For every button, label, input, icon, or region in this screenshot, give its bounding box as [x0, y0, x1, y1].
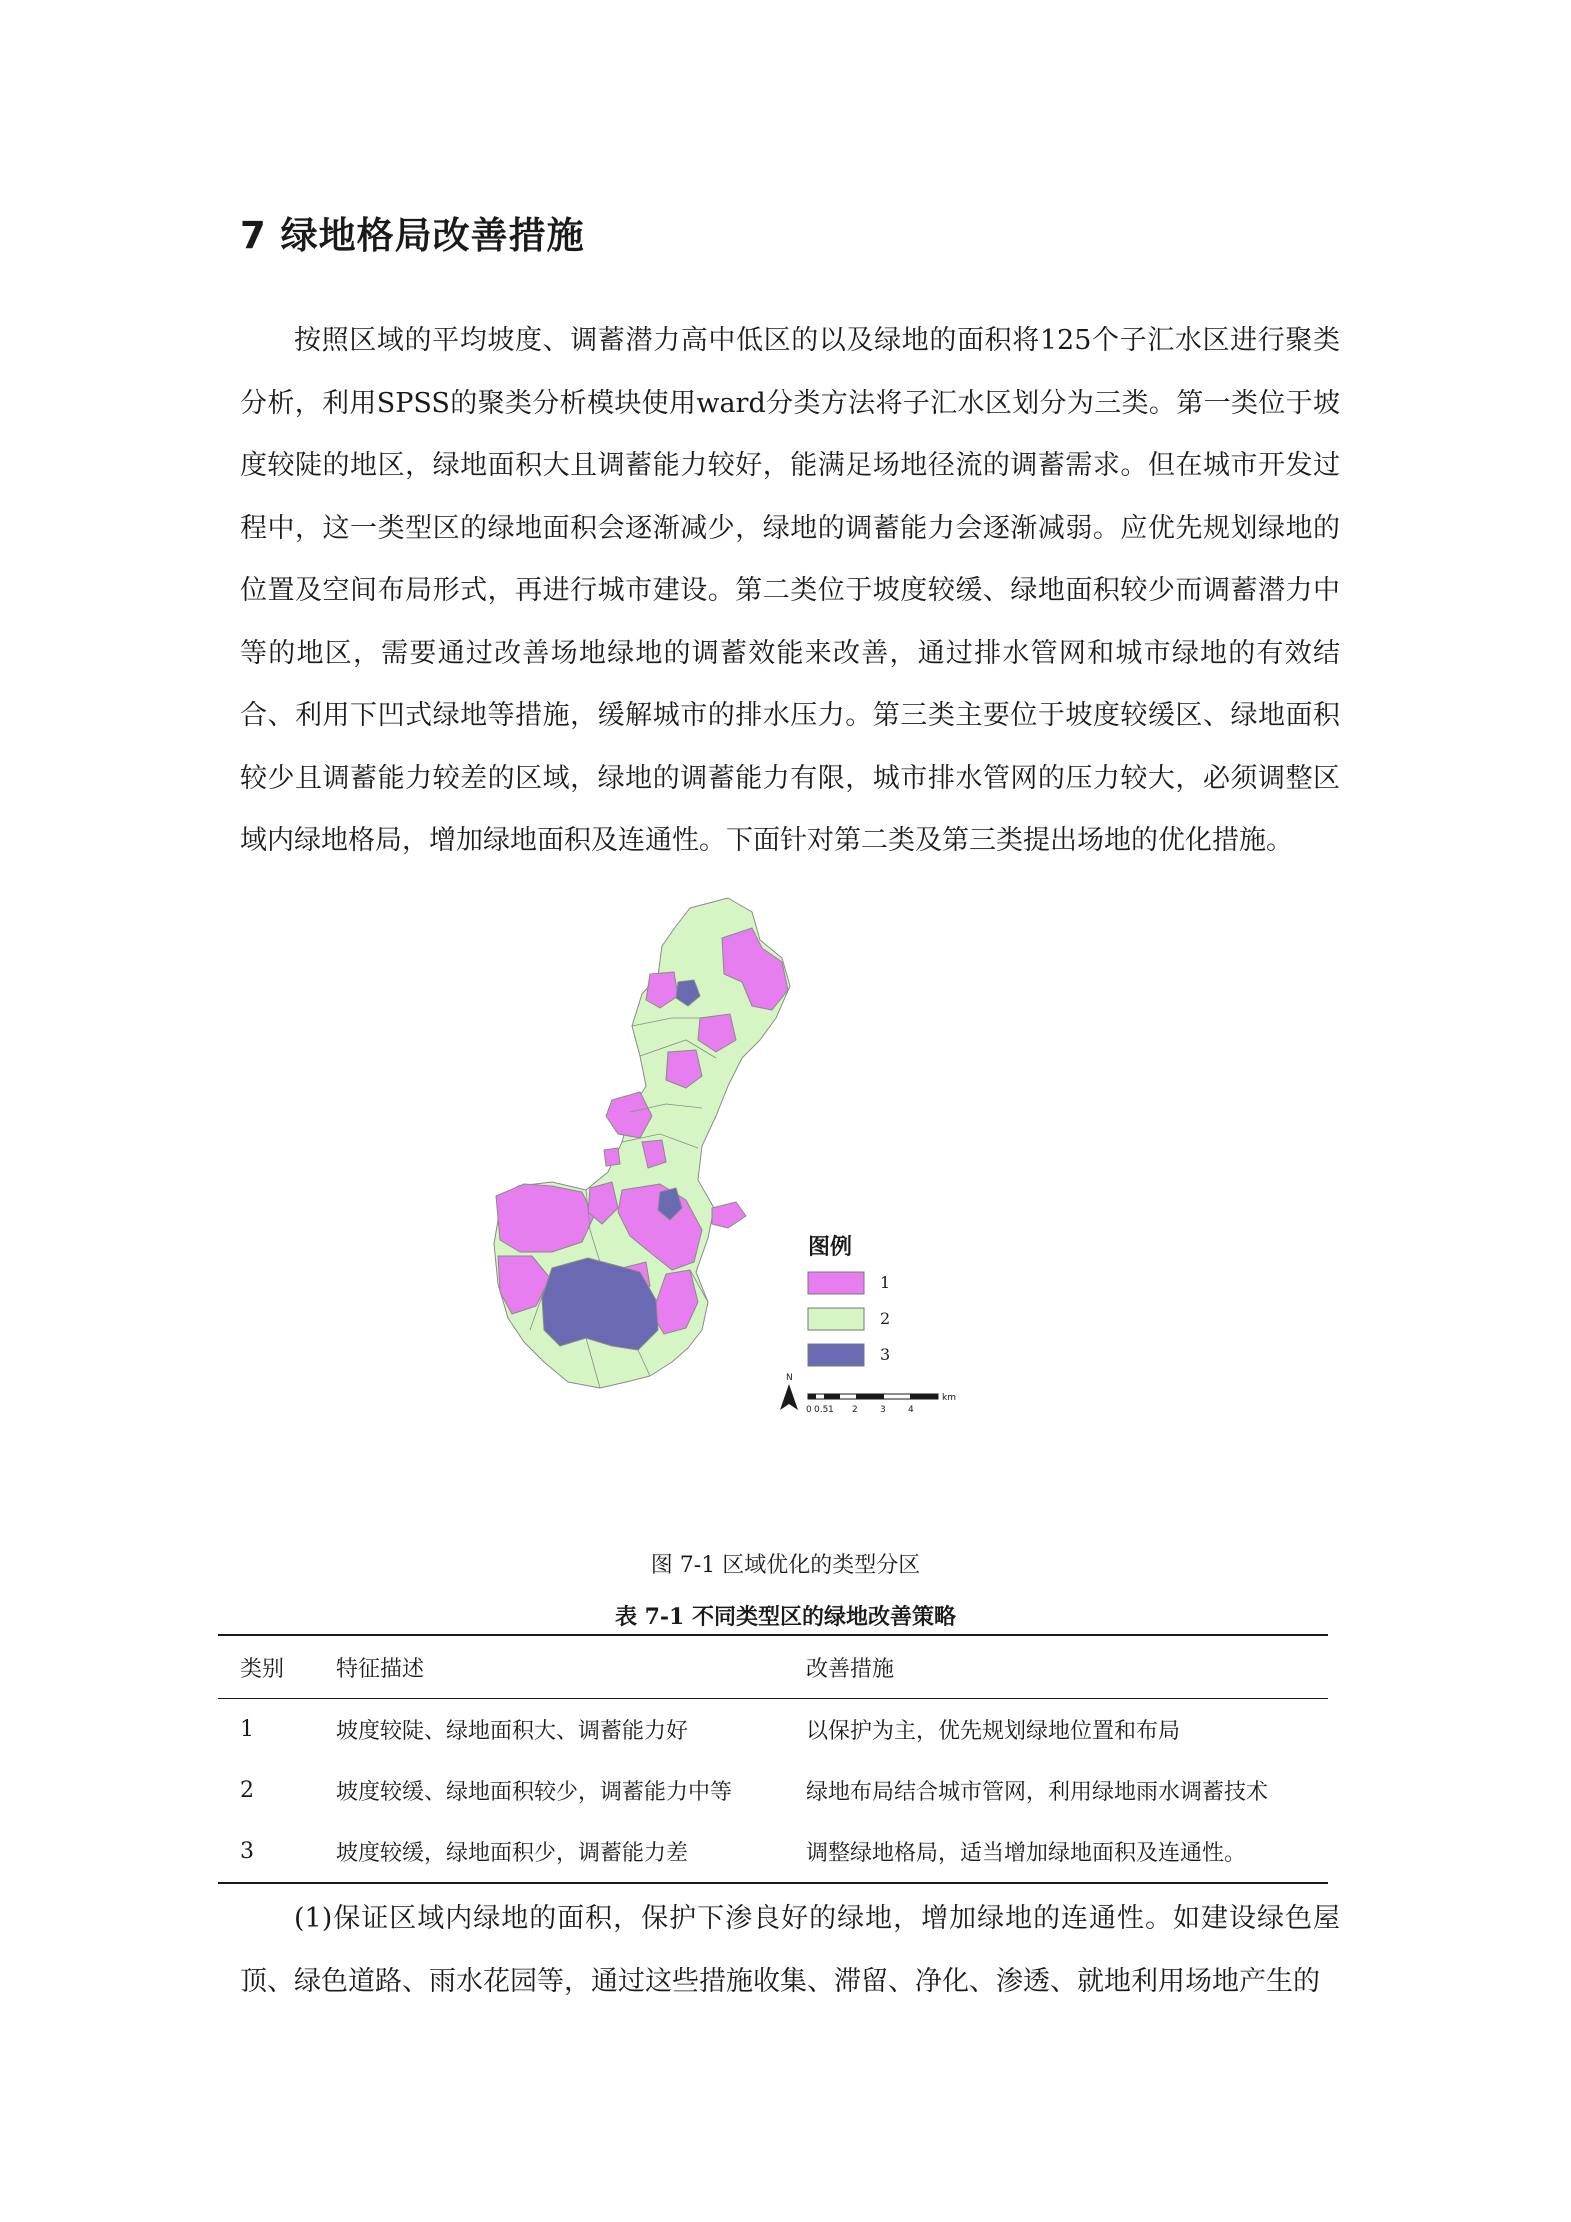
legend-title: 图例 [808, 1235, 853, 1260]
scale-bar [806, 1393, 956, 1415]
paragraph-text: (1)保证区域内绿地的面积，保护下渗良好的绿地，增加绿地的连通性。如建设绿色屋顶、绿色道路、雨水花园等，通过这些措施收集、滞留、净化、渗透、就地利用场地产生的 [240, 1903, 1340, 1997]
legend-swatch-2 [808, 1308, 864, 1330]
table-row [218, 1699, 1328, 1761]
scale-tick: 1 [828, 1405, 834, 1415]
scale-tick: 3 [880, 1405, 886, 1415]
paragraph-text: 按照区域的平均坡度、调蓄潜力高中低区的以及绿地的面积将125个子汇水区进行聚类分析，利用SPSS的聚类分析模块使用ward分类方法将子汇水区划分为三类。第一类位于坡度较陡的地区，绿地面积大且调蓄能力较好，能满足场地径流的调蓄需求。但在城市开发过程中，这一类型区的绿地面积会逐渐减少，绿地的调蓄能力会逐渐减弱。应优先规划绿地的位置及空间布局形式，再进行城市建设。第二类位于坡度较缓、绿地面积较少而调蓄潜力中等的地区，需要通过改善场地绿地的调蓄效能来改善，通过排水管网和城市绿地的有效结合、利用下凹式绿地等措施，缓解城市的排水压力。第三类主要位于坡度较缓区、绿地面积较少且调蓄能力较差的区域，绿地的调蓄能力有限，城市排水管网的压力较大，必须调整区域内绿地格局，增加绿地面积及连通性。下面针对第二类及第三类提出场地的优化措施。 [240, 325, 1340, 856]
table-cell: 以保护为主，优先规划绿地位置和布局 [806, 1719, 1181, 1744]
table-cell: 1 [240, 1717, 254, 1742]
legend-label-1: 1 [880, 1273, 891, 1292]
section-heading: 7 绿地格局改善措施 [240, 214, 585, 257]
zoning-map [490, 890, 1090, 1510]
table-row [218, 1821, 1328, 1883]
table-caption: 表 7-1 不同类型区的绿地改善策略 [614, 1604, 957, 1630]
legend-label-3: 3 [880, 1345, 891, 1364]
body-paragraph-1 [240, 310, 1340, 873]
table-row [218, 1760, 1328, 1821]
column-header: 改善措施 [806, 1635, 1328, 1699]
table-cell: 3 [218, 1821, 336, 1883]
scale-tick: 2 [852, 1405, 858, 1415]
scale-unit: km [942, 1393, 956, 1403]
map-zone-1 [712, 1202, 746, 1228]
body-paragraph-2 [240, 1888, 1340, 2013]
table-cell: 坡度较缓、绿地面积较少，调蓄能力中等 [336, 1780, 733, 1805]
legend-swatch-1 [808, 1272, 864, 1294]
north-arrow-icon [780, 1384, 798, 1410]
north-label: N [786, 1373, 793, 1383]
legend-label-2: 2 [880, 1309, 891, 1328]
strategy-table [218, 1634, 1328, 1884]
scale-tick: 0 [806, 1405, 812, 1415]
table-cell: 绿地布局结合城市管网，利用绿地雨水调蓄技术 [806, 1780, 1269, 1805]
column-header: 类别 [218, 1635, 336, 1699]
scale-tick: 4 [908, 1405, 914, 1415]
table-header-row [218, 1635, 1328, 1699]
table-cell: 调整绿地格局，适当增加绿地面积及连通性。 [806, 1821, 1328, 1883]
legend-swatch-3 [808, 1344, 864, 1366]
scale-tick: 0.5 [814, 1405, 829, 1415]
column-header: 特征描述 [336, 1635, 806, 1699]
table-cell: 坡度较陡、绿地面积大、调蓄能力好 [336, 1719, 689, 1744]
map-zone-1 [496, 1184, 594, 1252]
figure-caption: 图 7-1 区域优化的类型分区 [650, 1553, 921, 1578]
table-cell: 2 [240, 1778, 254, 1803]
table-cell: 坡度较缓，绿地面积少，调蓄能力差 [336, 1821, 806, 1883]
map-zone-1 [604, 1148, 620, 1166]
